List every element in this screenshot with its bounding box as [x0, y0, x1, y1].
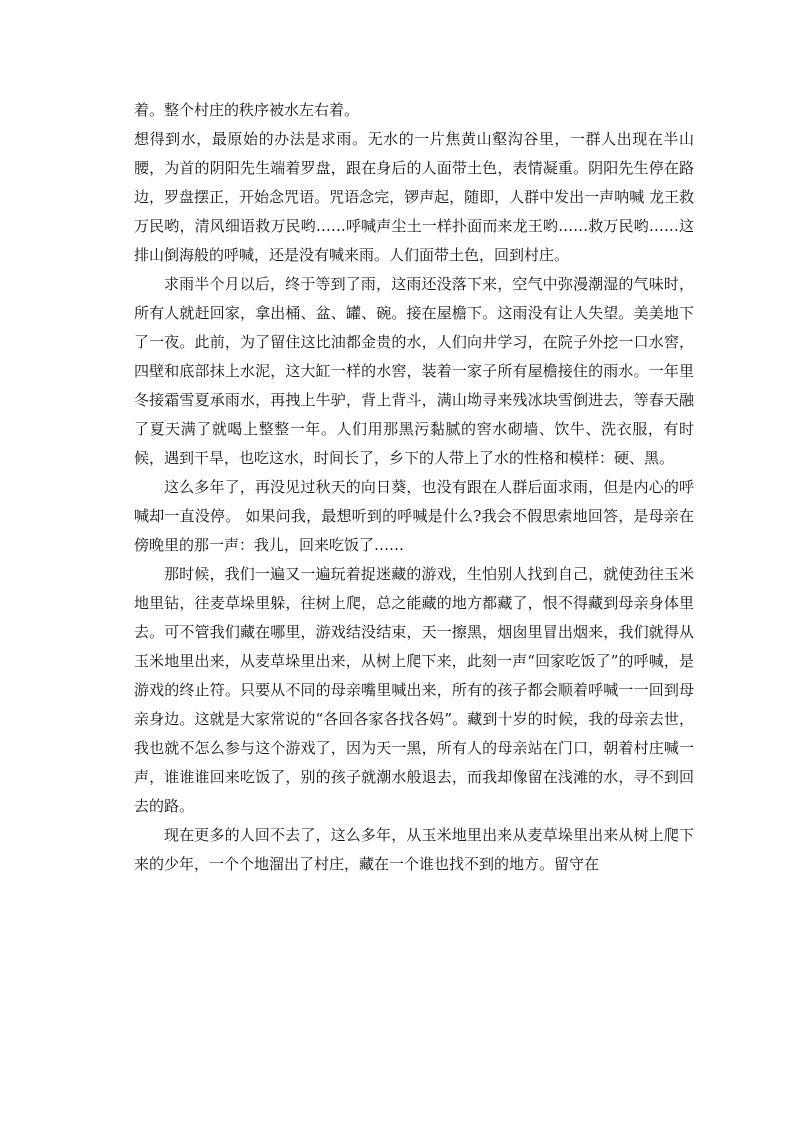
document-page: [134, 96, 694, 879]
paragraph-2: 想得到水，最原始的办法是求雨。无水的一片焦黄山壑沟谷里，一群人出现在半山腰，为首的阴阳先生端着罗盘，跟在身后的人面带土色，表情凝重。阴阳先生停在路边，罗盘摆正，开始念咒语。咒语念完，锣声起，随即，人群中发出一声呐喊 龙王救万民哟，清风细语救万民哟……呼喊声尘土一样扑面而来龙王哟……救万民哟……这排山倒海般的呼喊，还是没有喊来雨。人们面带土色，回到村庄。: [134, 130, 694, 264]
paragraph-4: 这么多年了，再没见过秋天的向日葵，也没有跟在人群后面求雨，但是内心的呼喊却一直没停。 如果问我，最想听到的呼喊是什么?我会不假思索地回答，是母亲在傍晚里的那一声：我儿，回来吃饭了……: [134, 478, 694, 554]
paragraph-5: 那时候，我们一遍又一遍玩着捉迷藏的游戏，生怕别人找到自己，就使劲往玉米地里钻，往麦草垛里躲，往树上爬，总之能藏的地方都藏了，恨不得藏到母亲身体里去。可不管我们藏在哪里，游戏结没结束，天一擦黑，烟囱里冒出烟来，我们就得从玉米地里出来，从麦草垛里出来，从树上爬下来，此刻一声“回家吃饭了”的呼喊，是游戏的终止符。只要从不同的母亲嘴里喊出来，所有的孩子都会顺着呼喊一一回到母亲身边。这就是大家常说的“各回各家各找各妈”。藏到十岁的时候，我的母亲去世，我也就不怎么参与这个游戏了，因为天一黑，所有人的母亲站在门口，朝着村庄喊一声，谁谁谁回来吃饭了，别的孩子就潮水般退去，而我却像留在浅滩的水，寻不到回去的路。: [134, 565, 694, 815]
paragraph-3: 求雨半个月以后，终于等到了雨，这雨还没落下来，空气中弥漫潮湿的气味时，所有人就赶回家，拿出桶、盆、罐、碗。接在屋檐下。这雨没有让人失望。美美地下了一夜。此前，为了留住这比油都金贵的水，人们向井学习，在院子外挖一口水窖，四壁和底部抹上水泥，这大缸一样的水窖，装着一家子所有屋檐接住的雨水。一年里冬接霜雪夏承雨水，再拽上牛驴，背上背斗，满山坳寻来残冰块雪倒进去，等春天融了夏天满了就喝上整整一年。人们用那黑污黏腻的窖水砌墙、饮牛、洗衣服，有时候，遇到干旱，也吃这水，时间长了，乡下的人带上了水的性格和模样：硬、黑。: [134, 275, 694, 467]
paragraph-1: 着。整个村庄的秩序被水左右着。: [134, 101, 360, 119]
paragraph-6: 现在更多的人回不去了，这么多年，从玉米地里出来从麦草垛里出来从树上爬下来的少年，一个个地溜出了村庄，藏在一个谁也找不到的地方。留守在: [134, 826, 694, 873]
